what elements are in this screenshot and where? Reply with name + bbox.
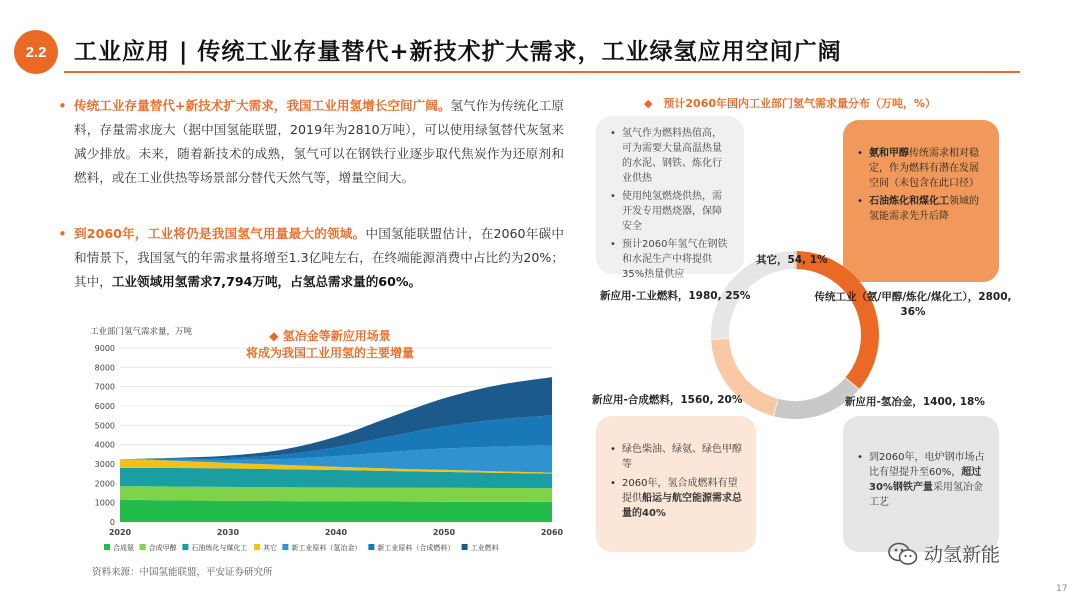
donut-label-metallurgy: 新应用-氢冶金，1400, 18% (845, 396, 985, 408)
paragraph-2-bold: 工业领域用氢需求7,794万吨，占氢总需求量的60%。 (111, 274, 422, 289)
x-tick-label: 2050 (432, 528, 456, 537)
note-item (857, 194, 985, 224)
area-series (120, 486, 552, 502)
chart-callout (200, 328, 460, 362)
section-badge: 2.2 (14, 30, 58, 74)
bullet: • (58, 225, 67, 243)
page-number: 17 (1056, 584, 1068, 594)
donut-label-synfuel: 新应用-合成燃料，1560, 20% (592, 394, 743, 406)
note-item: • 使用纯氢燃烧供热，需开发专用燃烧器，保障安全 (610, 189, 730, 234)
note-bold: 船运与航空能源需求总量的40% (622, 493, 742, 519)
paragraph-1-body: 氢气作为传统化工原料，存量需求庞大（据中国氢能联盟，2019年为2810万吨），可以使用绿氢替代灰氢来减少排放。未来，随着新技术的成熟，氢气可以在钢铁行业逐步取代焦炭作为还原剂和燃料，或在工业供热等场景部分替代天然气等，增量空间大。 (74, 98, 564, 185)
y-tick-label: 5000 (94, 421, 115, 431)
pie-title-text: 预计2060年国内工业部门氢气需求量分布（万吨，%） (663, 97, 937, 110)
legend-swatch (254, 544, 260, 550)
x-tick-label: 2040 (324, 528, 348, 537)
paragraph-2 (58, 222, 564, 294)
paragraph-2-body: 中国氢能联盟估计，在2060年碳中和情景下，我国氢气的年需求量将增至1.3亿吨左右，在终端能源消费中占比约为20%；其中， (74, 226, 564, 289)
watermark-text: 动氢新能 (924, 544, 1001, 566)
area-series (120, 500, 552, 522)
y-tick-label: 4000 (94, 440, 115, 450)
note-item: • 绿色柴油、绿氨、绿色甲醇等 (610, 442, 742, 472)
legend-swatch (104, 544, 110, 550)
chart-areas (120, 377, 552, 522)
legend-label: 新工业原料（合成燃料） (377, 544, 455, 552)
source-note: 资料来源：中国氢能联盟，平安证券研究所 (92, 567, 273, 578)
note-text: 2060年，氢合成燃料有望提供 (622, 478, 738, 504)
legend-label: 其它 (263, 544, 277, 552)
note-bold: 石油炼化和煤化工 (869, 196, 949, 207)
chart-x-ticks (109, 528, 564, 537)
x-tick-label: 2060 (540, 528, 564, 537)
note-text: 领域的氢能需求先升后降 (869, 196, 979, 222)
note-bold: 氨和甲醇 (869, 148, 909, 159)
note-item: • 预计2060年氢气在钢铁和水泥生产中将提供35%热量供应 (610, 237, 730, 282)
donut-label-other: 其它，54, 1% (756, 254, 828, 266)
pie-title-bullet: ◆ (643, 97, 653, 110)
callout-line-2: 将成为我国工业用氢的主要增量 (245, 346, 414, 360)
bullet: • (58, 97, 67, 115)
legend-label: 石油炼化与煤化工 (191, 544, 248, 552)
paragraph-2-highlight: 到2060年，工业将仍是我国氢气用量最大的领域。 (74, 226, 366, 241)
x-tick-label: 2030 (216, 528, 240, 537)
y-tick-label: 2000 (94, 479, 115, 489)
note-item (610, 476, 742, 521)
chart-y-ticks (95, 344, 115, 527)
y-tick-label: 7000 (94, 382, 115, 392)
y-tick-label: 8000 (94, 363, 115, 373)
legend-swatch (182, 544, 188, 550)
y-tick-label: 9000 (94, 344, 115, 353)
donut-label-traditional: 传统工业（氨/甲醇/炼化/煤化工），2800, 36% (814, 291, 1012, 318)
note-item: • 氢气作为燃料热值高，可为需要大量高温热量的水泥、钢铁、炼化行业供热 (610, 126, 730, 186)
y-tick-label: 6000 (94, 402, 115, 411)
note-item (857, 450, 985, 510)
y-tick-label: 1000 (94, 498, 115, 508)
paragraph-1 (58, 94, 564, 190)
legend-label: 新工业原料（氢冶金） (291, 544, 362, 552)
legend-swatch (368, 544, 374, 550)
note-item (857, 146, 985, 191)
note-box-fuels (596, 416, 756, 552)
donut-label-fuel: 新应用-工业燃料，1980, 25% (600, 290, 751, 302)
chart-ylabel: 工业部门氢气需求量，万吨 (90, 327, 193, 337)
title-divider (64, 71, 1020, 73)
note-text: 传统需求相对稳定，作为燃料有潜在发展空间（未包含在此口径） (869, 148, 979, 189)
legend-label: 合成氨 (113, 544, 134, 552)
note-box-steel (843, 416, 999, 552)
legend-swatch (140, 544, 146, 550)
legend-label: 合成甲醇 (148, 544, 177, 552)
wechat-icon (888, 541, 918, 567)
paragraph-1-highlight: 传统工业存量替代+新技术扩大需求，我国工业用氢增长空间广阔。 (74, 98, 451, 113)
y-tick-label: 0 (109, 518, 115, 527)
legend-label: 工业燃料 (470, 544, 499, 552)
note-text: 采用氢冶金工艺 (869, 482, 983, 508)
pie-title (625, 95, 955, 112)
legend-swatch (282, 544, 288, 550)
legend-swatch (462, 544, 468, 550)
callout-bullet: ◆ (269, 329, 279, 343)
callout-line-1: 氢冶金等新应用场景 (282, 329, 391, 343)
page-title: 工业应用 | 传统工业存量替代+新技术扩大需求，工业绿氢应用空间广阔 (74, 39, 842, 65)
note-bold: 超过30%钢铁产量 (869, 467, 982, 493)
x-tick-label: 2020 (108, 528, 132, 537)
watermark (888, 540, 1000, 567)
chart-legend (104, 543, 499, 552)
y-tick-label: 3000 (94, 460, 115, 469)
note-text: 到2060年，电炉钢市场占比有望提升至60%， (869, 452, 985, 478)
